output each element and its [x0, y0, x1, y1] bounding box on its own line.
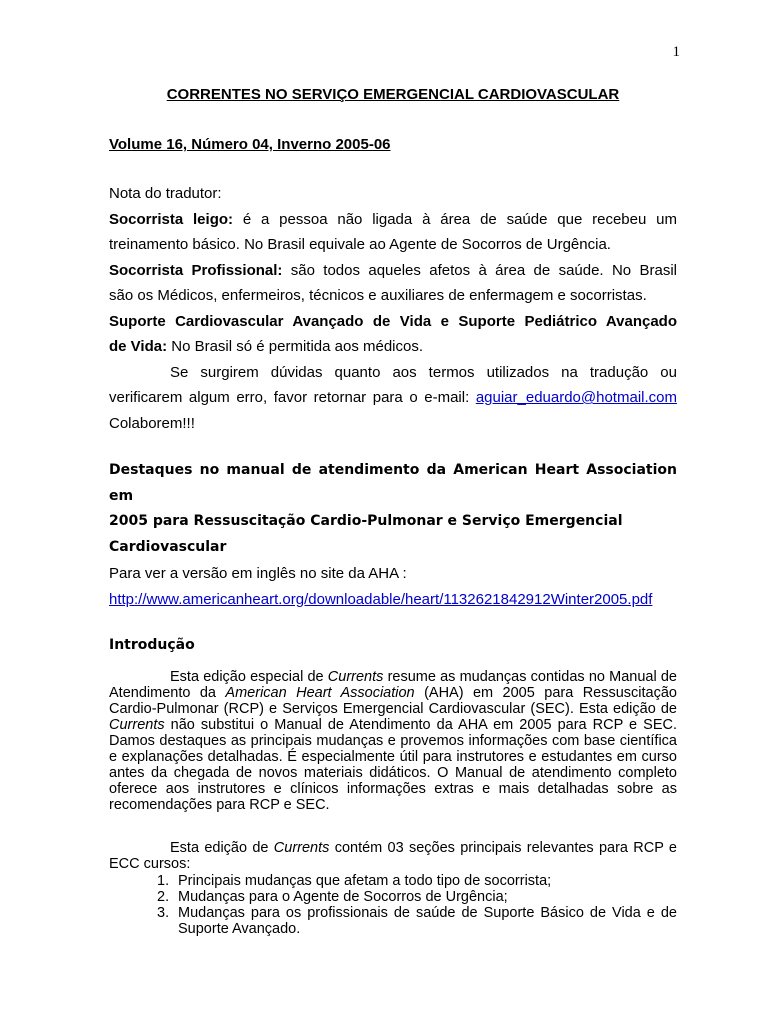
pro-rescuer-line-2: são os Médicos, enfermeiros, técnicos e auxiliares de enfermagem e socorristas. [109, 287, 647, 304]
page-number: 1 [672, 44, 680, 60]
list-item [109, 873, 677, 889]
translator-note [109, 181, 677, 436]
document-title: CORRENTES NO SERVIÇO EMERGENCIAL CARDIOVASCULAR [166, 86, 620, 103]
introduction-heading: Introdução [109, 637, 195, 653]
list-item-number: 2. [157, 889, 170, 905]
english-version [109, 561, 677, 612]
pro-rescuer-term: Socorrista Profissional: [109, 261, 283, 279]
lay-rescuer-line-2: treinamento básico. No Brasil equivale ao Agente de Socorros de Urgência. [109, 236, 611, 253]
list-item-text: Mudanças para o Agente de Socorros de Urgência; [178, 889, 508, 905]
acls-term: Suporte Cardiovascular Avançado de Vida e Suporte Pediátrico Avançado [109, 312, 677, 330]
pro-rescuer-line-1 [109, 258, 677, 284]
highlights-heading [109, 458, 677, 560]
currents-title: Currents [109, 717, 165, 733]
list-item-text: Mudanças para os profissionais de saúde de Suporte Básico de Vida e de Suporte Avançado. [178, 905, 677, 937]
lay-rescuer-term: Socorrista leigo: [109, 210, 234, 228]
english-version-text: Para ver a versão em inglês no site da AHA : [109, 565, 407, 582]
acls-term-end: de Vida: [109, 338, 168, 355]
lay-rescuer-line-1 [109, 207, 677, 233]
acls-definition: No Brasil só é permitida aos médicos. [167, 338, 424, 355]
aha-name: American Heart Association [225, 685, 415, 701]
email-link[interactable]: aguiar_eduardo@hotmail.com [475, 389, 677, 406]
list-item [109, 905, 677, 937]
translator-note-heading: Nota do tradutor: [109, 185, 222, 202]
list-item [109, 889, 677, 905]
introduction-paragraph-2: Esta edição de Currents contém 03 seções principais relevantes para RCP e ECC cursos: [109, 840, 677, 872]
list-item-text: Principais mudanças que afetam a todo tipo de socorrista; [178, 873, 552, 889]
english-version-link[interactable]: http://www.americanheart.org/downloadable/heart/1132621842912Winter2005.pdf [109, 590, 653, 608]
currents-title: Currents [327, 669, 384, 685]
list-item-number: 3. [157, 905, 170, 921]
acls-line-2 [109, 334, 677, 360]
volume-info: Volume 16, Número 04, Inverno 2005-06 [109, 136, 391, 153]
doubts-text: verificarem algum erro, favor retornar para o e-mail: [109, 389, 476, 406]
sections-list [109, 873, 677, 937]
lay-rescuer-definition: é a pessoa não ligada à área de saúde que recebeu um [233, 210, 677, 228]
list-item-number: 1. [157, 873, 170, 889]
acls-line-1 [109, 309, 677, 335]
pro-rescuer-definition: são todos aqueles afetos à área de saúde. No Brasil [282, 261, 677, 279]
introduction-paragraph-1: Esta edição especial de Currents resume as mudanças contidas no Manual de Atendimento da American Heart Association (AHA) em 2005 para Ressuscitação Cardio-Pulmonar (RCP) e Serviços Emergencial Cardiovascular (SEC). Esta edição de Currents não substitui o Manual de Atendimento da AHA em 2005 para RCP e SEC. Damos destaques as principais mudanças e provemos informações com base científica e explanações detalhadas. É especialmente útil para instrutores e estudantes em curso antes da chegada de novos materiais didáticos. O Manual de atendimento completo oferece aos instrutores e clínicos informações extras e mais detalhadas sobre as recomendações para RCP e SEC. [109, 669, 678, 813]
doubts-line-2 [109, 385, 677, 411]
doubts-line-1: Se surgirem dúvidas quanto aos termos utilizados na tradução ou [170, 363, 677, 381]
highlights-line-1: Destaques no manual de atendimento da American Heart Association em [109, 462, 677, 504]
highlights-line-3: Cardiovascular [109, 538, 227, 555]
collaborate-text: Colaborem!!! [109, 414, 195, 432]
highlights-line-2: 2005 para Ressuscitação Cardio-Pulmonar e Serviço Emergencial [109, 513, 623, 529]
currents-title: Currents [273, 840, 330, 856]
